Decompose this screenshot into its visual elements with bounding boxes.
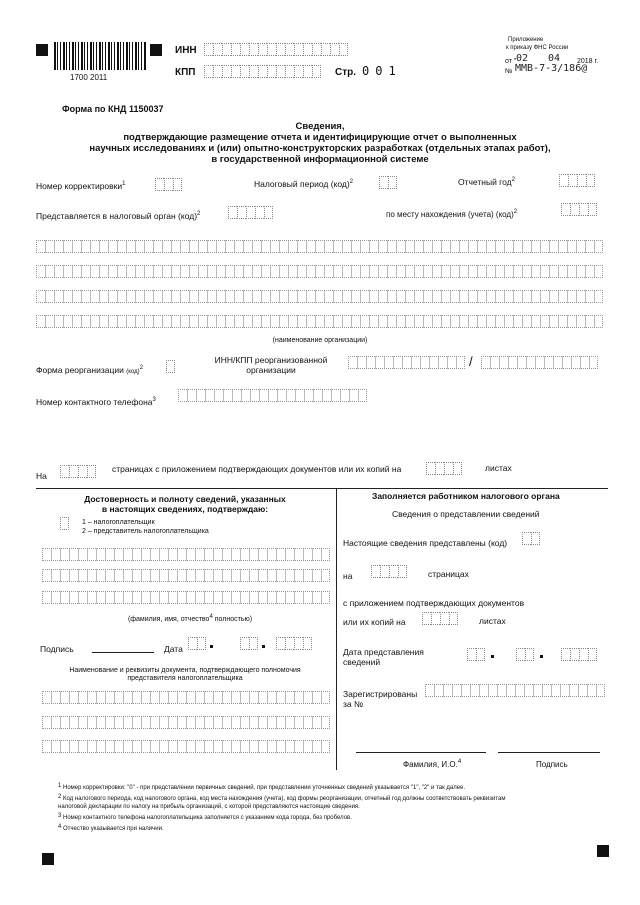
fio-row-1[interactable] xyxy=(42,548,330,561)
title-line-2: подтверждающие размещение отчета и идентифицирующие отчет о выполненных xyxy=(123,132,517,143)
registered-label: Зарегистрированы за № xyxy=(343,689,418,709)
correction-cells[interactable] xyxy=(155,178,182,191)
org-name-row-3[interactable] xyxy=(36,290,603,303)
sheets-count-cells[interactable] xyxy=(426,462,462,475)
fio-row-2[interactable] xyxy=(42,569,330,582)
title-line-3: научных исследованиях и (или) опытно-конструкторских разработках (отдельных этапах работ), xyxy=(89,143,551,154)
footnote-4: $^4$ Отчество указывается при наличии. xyxy=(58,824,164,832)
presented-label: Настоящие сведения представлены (код) xyxy=(343,538,508,548)
appendix-no: ММВ-7-3/186@ xyxy=(515,63,588,74)
org-name-caption: (наименование организации) xyxy=(272,337,368,344)
report-year-cells[interactable] xyxy=(559,174,595,187)
pages-count-cells[interactable] xyxy=(60,465,96,478)
submit-date-dot-2 xyxy=(540,655,543,658)
right-sheets-label: листах xyxy=(479,616,506,626)
pages-text: страницах с приложением подтверждающих документов или их копий на xyxy=(112,464,402,474)
left-date-label: Дата xyxy=(164,644,183,654)
section-vertical-divider xyxy=(336,488,337,770)
left-date-day[interactable] xyxy=(188,637,206,650)
right-block-subtitle: Сведения о представлении сведений xyxy=(392,509,540,519)
footnote-3: $^3$ Номер контактного телефона налогоплательщика заполняется с указанием кода города, без пробелов. xyxy=(58,813,352,821)
footnote-2: $^2$ Код налогового периода, код налогового органа, код места нахождения (учета), код формы реорганизации, отчетный год должны соответствовать реквизитам xyxy=(58,794,506,802)
submit-date-dot-1 xyxy=(491,655,494,658)
form-title xyxy=(40,121,600,165)
appendix-date-prefix: от " xyxy=(505,58,517,65)
signer-option-1: 1 – налогоплательщик xyxy=(82,519,155,526)
sheets-label: листах xyxy=(485,463,512,473)
page-label: Стр. xyxy=(335,67,357,78)
report-year-label: Отчетный год$^2$ xyxy=(458,177,515,187)
title-line-4: в государственной информационной системе xyxy=(211,154,429,165)
reorg-form-cells[interactable] xyxy=(166,360,175,373)
left-date-dot-2 xyxy=(262,645,265,648)
appendix-line-2: к приказу ФНС России xyxy=(506,45,569,51)
kpp-cells[interactable] xyxy=(204,65,321,78)
left-date-year[interactable] xyxy=(276,637,312,650)
inn-cells[interactable] xyxy=(204,43,348,56)
fio-sign-line[interactable] xyxy=(356,752,486,753)
submit-date-label: Дата представления сведений xyxy=(343,647,424,667)
reorg-slash: / xyxy=(469,354,473,369)
kpp-label: КПП xyxy=(175,67,196,78)
appendix-year: 2018 г. xyxy=(577,58,599,65)
location-label: по месту нахождения (учета) (код)$^2$ xyxy=(386,209,518,219)
presented-code-cells[interactable] xyxy=(522,532,540,545)
submit-date-year[interactable] xyxy=(561,648,597,661)
reorg-inn-kpp-label: ИНН/КПП реорганизованной организации xyxy=(214,355,328,375)
reorg-inn-cells[interactable] xyxy=(348,356,465,369)
right-block-title: Заполняется работником налогового органа xyxy=(372,491,560,501)
registered-no-cells[interactable] xyxy=(425,684,605,697)
section-top-divider xyxy=(36,488,608,489)
right-pages-label: страницах xyxy=(428,569,469,579)
corner-marker-bottom-left xyxy=(42,853,54,865)
appendix-month: 04 xyxy=(548,53,561,64)
appendix-no-prefix: № xyxy=(505,68,513,75)
location-cells[interactable] xyxy=(561,203,597,216)
doc-row-1[interactable] xyxy=(42,691,330,704)
right-sign-line[interactable] xyxy=(498,752,600,753)
corner-marker-bottom-right xyxy=(597,845,609,857)
org-name-row-1[interactable] xyxy=(36,240,603,253)
left-date-dot-1 xyxy=(210,645,213,648)
corner-marker-top-mid xyxy=(150,44,162,56)
footnote-2-cont: налоговой декларации по налогу на прибыль организаций, с которой представляются настоящие сведения. xyxy=(58,804,360,810)
barcode xyxy=(54,42,146,70)
signer-option-2: 2 – представитель налогоплательщика xyxy=(82,528,209,535)
title-line-1: Сведения, xyxy=(295,121,345,132)
fio-row-3[interactable] xyxy=(42,591,330,604)
appendix-line-1: Приложение xyxy=(508,37,544,43)
page-value: 001 xyxy=(362,64,402,78)
fio-caption: (фамилия, имя, отчество$^4$ полностью) xyxy=(127,614,253,623)
left-sign-label: Подпись xyxy=(40,644,74,654)
on-label: На xyxy=(36,471,47,481)
reorg-kpp-cells[interactable] xyxy=(481,356,598,369)
tax-authority-label: Представляется в налоговый орган (код)$^2$ xyxy=(36,211,201,221)
form-knd: Форма по КНД 1150037 xyxy=(62,104,164,114)
or-copies-label: или их копий на xyxy=(343,617,406,627)
tax-authority-cells[interactable] xyxy=(228,206,273,219)
submit-date-day[interactable] xyxy=(467,648,485,661)
reorg-form-label: Форма реорганизации (код)$^2$ xyxy=(36,365,143,375)
tax-period-label: Налоговый период (код)$^2$ xyxy=(254,179,354,189)
signer-type-cell[interactable] xyxy=(60,517,69,530)
doc-row-3[interactable] xyxy=(42,740,330,753)
barcode-number: 1700 2011 xyxy=(70,73,108,82)
correction-label: Номер корректировки$^1$ xyxy=(36,181,126,191)
submit-date-month[interactable] xyxy=(516,648,534,661)
inn-label: ИНН xyxy=(175,45,197,56)
org-name-row-2[interactable] xyxy=(36,265,603,278)
footnote-1: $^1$ Номер корректировки: "0" - при представлении первичных сведений, при представлении уточненных сведений указывается "1", "2" и так далее. xyxy=(58,783,466,791)
corner-marker-top-left xyxy=(36,44,48,56)
phone-cells[interactable] xyxy=(178,389,367,402)
with-docs-label: с приложением подтверждающих документов xyxy=(343,598,525,608)
right-fio-label: Фамилия, И.О.$^4$ xyxy=(403,759,462,769)
right-sign-label: Подпись xyxy=(536,760,568,769)
phone-label: Номер контактного телефона$^3$ xyxy=(36,397,156,407)
right-on-label: на xyxy=(343,571,353,581)
org-name-row-4[interactable] xyxy=(36,315,603,328)
left-sign-line[interactable] xyxy=(92,652,154,653)
doc-caption: Наименование и реквизиты документа, подтверждающего полномочия представителя налогоплательщика xyxy=(69,667,301,682)
left-block-title: Достоверность и полноту сведений, указанных в настоящих сведениях, подтверждаю: xyxy=(84,494,286,514)
doc-row-2[interactable] xyxy=(42,716,330,729)
right-pages-cells[interactable] xyxy=(371,565,407,578)
left-date-month[interactable] xyxy=(240,637,258,650)
right-sheets-cells[interactable] xyxy=(422,612,458,625)
appendix-day: 02 xyxy=(516,53,529,64)
footnotes xyxy=(58,784,618,833)
tax-period-cells[interactable] xyxy=(379,176,397,189)
